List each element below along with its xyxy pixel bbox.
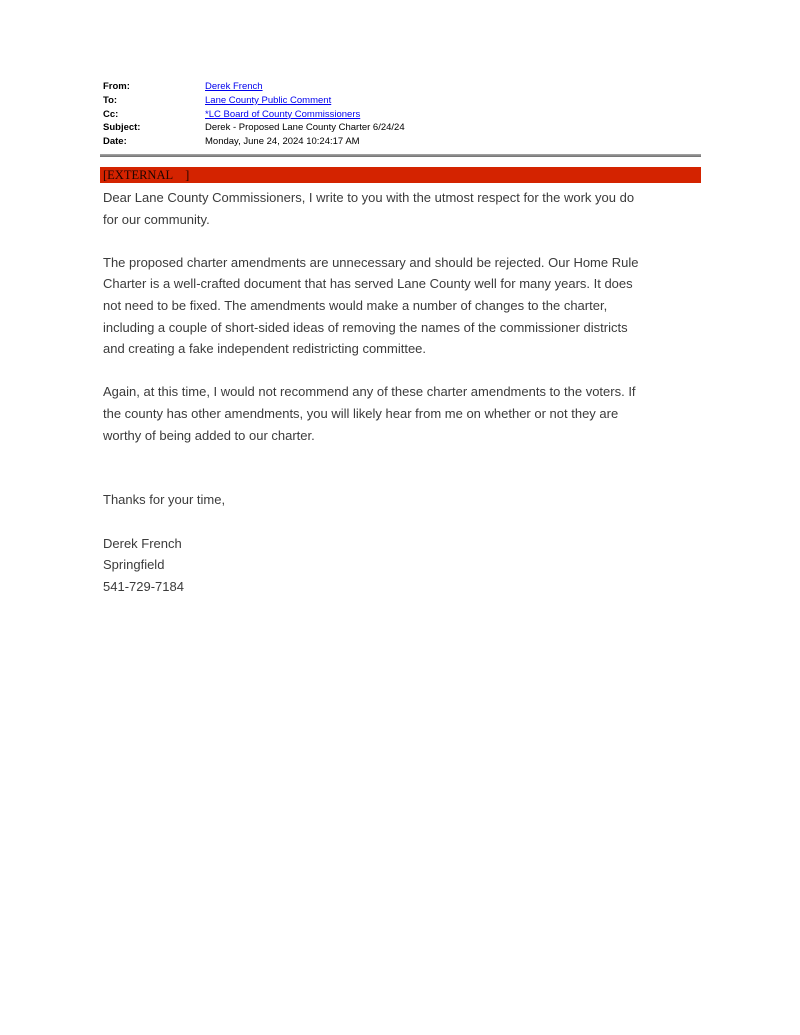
signature-phone: 541-729-7184 [103,578,184,594]
signature-name: Derek French [103,535,182,551]
email-body [103,187,703,619]
date-label: Date: [103,136,127,148]
signature-block [103,533,703,598]
subject-label: Subject: [103,122,141,134]
body-paragraph-greeting [103,187,703,230]
header-row-cc [103,108,703,122]
header-row-subject [103,121,703,135]
body-line: the county has other amendments, you will likely hear from me on whether or not they are [103,405,619,421]
cc-recipient-link[interactable]: *LC Board of County Commissioners [205,108,361,120]
header-divider [100,154,701,157]
body-paragraph-recommendation [103,381,703,446]
signature-city: Springfield [103,557,165,573]
body-line: worthy of being added to our charter. [103,427,315,443]
external-warning-banner: [EXTERNAL ] [100,167,701,183]
email-meta-header [103,80,703,149]
date-value: Monday, June 24, 2024 10:24:17 AM [205,136,360,148]
body-line: not need to be fixed. The amendments would make a number of changes to the charter, [103,297,608,313]
subject-value: Derek - Proposed Lane County Charter 6/24/24 [205,122,405,134]
body-line: The proposed charter amendments are unnecessary and should be rejected. Our Home Rule [103,254,639,270]
closing-line [103,489,703,511]
body-line: Again, at this time, I would not recommend any of these charter amendments to the voters. If [103,384,636,400]
body-line: Thanks for your time, [103,492,226,508]
header-row-date [103,135,703,149]
header-row-to [103,94,703,108]
body-line: Dear Lane County Commissioners, I write to you with the utmost respect for the work you do [103,190,635,205]
body-line: Charter is a well-crafted document that has served Lane County well for many years. It does [103,276,633,292]
body-line: and creating a fake independent redistricting committee. [103,341,427,357]
body-line: for our community. [103,211,210,227]
to-label: To: [103,94,118,106]
header-row-from [103,80,703,94]
from-label: From: [103,81,130,92]
from-sender-link[interactable]: Derek French [205,81,263,92]
body-paragraph-amendments [103,252,703,360]
cc-label: Cc: [103,108,119,120]
to-recipient-link[interactable]: Lane County Public Comment [205,94,332,106]
body-line: including a couple of short-sided ideas of removing the names of the commissioner districts [103,319,628,335]
